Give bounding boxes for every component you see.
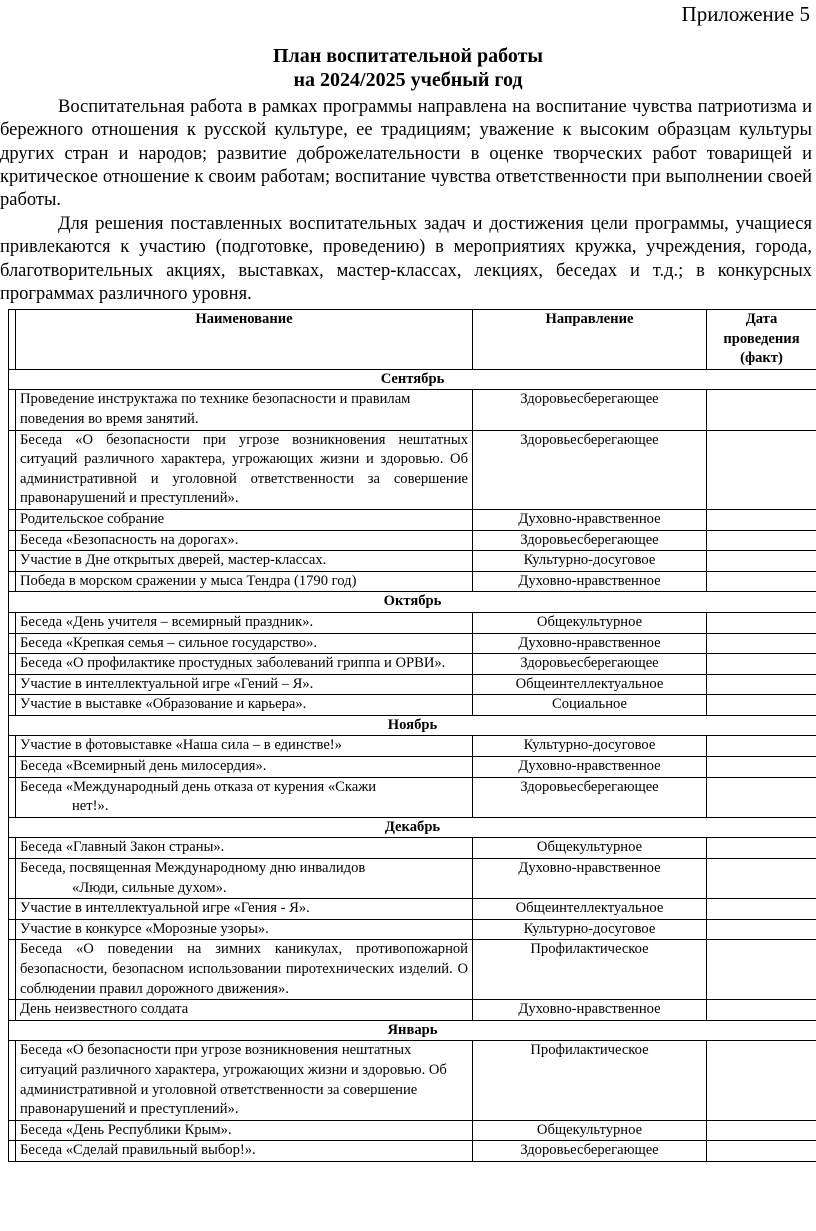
activity-name-cell: Беседа «Главный Закон страны».	[16, 838, 473, 859]
row-index-cell	[9, 1041, 16, 1120]
activity-name-continuation: нет!».	[72, 798, 109, 815]
row-index-cell	[9, 1141, 16, 1162]
table-row	[9, 612, 816, 633]
activity-date-cell	[707, 390, 816, 430]
row-index-cell	[9, 838, 16, 859]
activity-name-cell: Проведение инструктажа по технике безопасности и правилам поведения во время занятий.	[16, 390, 473, 430]
activity-name-cell: Участие в интеллектуальной игре «Гений – Я».	[16, 674, 473, 695]
table-row	[9, 838, 816, 859]
activity-name-cell: Участие в выставке «Образование и карьера».	[16, 695, 473, 716]
activity-date-cell	[707, 899, 816, 920]
activity-name-cell: Участие в Дне открытых дверей, мастер-классах.	[16, 551, 473, 572]
activity-direction-cell: Общекультурное	[473, 838, 707, 859]
table-row	[9, 551, 816, 572]
month-row	[9, 369, 816, 390]
activity-direction-cell: Здоровьесберегающее	[473, 430, 707, 509]
activity-direction-cell: Здоровьесберегающее	[473, 654, 707, 675]
row-index-cell	[9, 859, 16, 899]
activity-name-cell: Беседа «Безопасность на дорогах».	[16, 530, 473, 551]
table-row	[9, 633, 816, 654]
activity-date-cell	[707, 757, 816, 778]
table-row	[9, 859, 816, 899]
activity-date-cell	[707, 777, 816, 817]
activity-direction-cell: Здоровьесберегающее	[473, 390, 707, 430]
table-row	[9, 1041, 816, 1120]
table-row	[9, 1000, 816, 1021]
activity-date-cell	[707, 838, 816, 859]
month-row	[9, 817, 816, 838]
row-index-cell	[9, 777, 16, 817]
activity-name-cell: Беседа «О поведении на зимних каникулах, противопожарной безопасности, безопасном использовании пиротехнических изделий. О соблюдении правил дорожного движения».	[16, 940, 473, 1000]
activity-direction-cell: Здоровьесберегающее	[473, 1141, 707, 1162]
activity-direction-cell: Духовно-нравственное	[473, 571, 707, 592]
month-label: Январь	[9, 1020, 816, 1041]
table-row	[9, 430, 816, 509]
month-label: Сентябрь	[9, 369, 816, 390]
activity-name-cell: Беседа «О безопасности при угрозе возникновения нештатных ситуаций различного характера, угрожающих жизни и здоровью. Об административной и уголовной ответственности за совершение правонарушений и преступлений».	[16, 1041, 473, 1120]
row-index-cell	[9, 919, 16, 940]
activity-name: Беседа «Международный день отказа от курения «Скажи	[20, 778, 377, 795]
table-row	[9, 674, 816, 695]
table-row	[9, 919, 816, 940]
activity-date-cell	[707, 430, 816, 509]
activity-direction-cell: Культурно-досуговое	[473, 551, 707, 572]
activity-direction-cell: Духовно-нравственное	[473, 509, 707, 530]
row-index-cell	[9, 571, 16, 592]
table-row	[9, 1120, 816, 1141]
appendix-label: Приложение 5	[681, 2, 810, 26]
activity-date-cell	[707, 674, 816, 695]
table-row	[9, 757, 816, 778]
activity-name-cell: Беседа «День учителя – всемирный праздник».	[16, 612, 473, 633]
row-index-cell	[9, 674, 16, 695]
table-header-row	[9, 310, 816, 370]
header-name: Наименование	[16, 310, 473, 370]
activity-date-cell	[707, 919, 816, 940]
activity-date-cell	[707, 1141, 816, 1162]
activity-plan-table	[8, 309, 816, 1162]
header-direction: Направление	[473, 310, 707, 370]
activity-date-cell	[707, 859, 816, 899]
activity-name: Беседа, посвященная Международному дню инвалидов	[20, 860, 366, 877]
row-index-cell	[9, 899, 16, 920]
activity-direction-cell: Общеинтеллектуальное	[473, 899, 707, 920]
row-index-cell	[9, 530, 16, 551]
activity-direction-cell: Профилактическое	[473, 940, 707, 1000]
activity-date-cell	[707, 612, 816, 633]
activity-name-cell: Беседа «День Республики Крым».	[16, 1120, 473, 1141]
activity-direction-cell: Профилактическое	[473, 1041, 707, 1120]
table-row	[9, 530, 816, 551]
row-index-cell	[9, 757, 16, 778]
activity-name-continuation: «Люди, сильные духом».	[72, 879, 227, 896]
activity-direction-cell: Духовно-нравственное	[473, 757, 707, 778]
activity-date-cell	[707, 1000, 816, 1021]
activity-direction-cell: Культурно-досуговое	[473, 919, 707, 940]
document-title	[0, 44, 816, 92]
row-index-cell	[9, 430, 16, 509]
row-index-cell	[9, 509, 16, 530]
activity-name-cell: Участие в интеллектуальной игре «Гения - Я».	[16, 899, 473, 920]
row-index-cell	[9, 633, 16, 654]
activity-name-cell: Беседа «О безопасности при угрозе возникновения нештатных ситуаций различного характера, угрожающих жизни и здоровью. Об административной и уголовной ответственности за совершение правонарушений и преступлений».	[16, 430, 473, 509]
row-index-cell	[9, 551, 16, 572]
row-index-cell	[9, 940, 16, 1000]
activity-date-cell	[707, 695, 816, 716]
table-row	[9, 777, 816, 817]
activity-date-cell	[707, 1041, 816, 1120]
activity-direction-cell: Общеинтеллектуальное	[473, 674, 707, 695]
activity-name-cell: День неизвестного солдата	[16, 1000, 473, 1021]
activity-direction-cell: Социальное	[473, 695, 707, 716]
activity-direction-cell: Духовно-нравственное	[473, 859, 707, 899]
activity-direction-cell: Общекультурное	[473, 612, 707, 633]
activity-direction-cell: Духовно-нравственное	[473, 1000, 707, 1021]
activity-direction-cell: Здоровьесберегающее	[473, 777, 707, 817]
title-line-1: План воспитательной работы	[272, 45, 544, 67]
table-row	[9, 509, 816, 530]
intro-paragraph-2: Для решения поставленных воспитательных задач и достижения цели программы, учащиеся привлекаются к участию (подготовке, проведению) в мероприятиях кружка, учреждения, города, благотворительных акциях, выставках, мастер-классах, лекциях, беседах и т.д.; в конкурсных программах различного уровня.	[0, 214, 812, 304]
row-index-cell	[9, 1120, 16, 1141]
activity-name-cell: Участие в конкурсе «Морозные узоры».	[16, 919, 473, 940]
table-row	[9, 571, 816, 592]
activity-name-cell: Родительское собрание	[16, 509, 473, 530]
activity-date-cell	[707, 1120, 816, 1141]
activity-date-cell	[707, 530, 816, 551]
month-label: Декабрь	[9, 817, 816, 838]
header-index-cell	[9, 310, 16, 370]
row-index-cell	[9, 736, 16, 757]
row-index-cell	[9, 695, 16, 716]
header-date: Дата проведения (факт)	[707, 310, 816, 370]
table-row	[9, 1141, 816, 1162]
activity-name-cell	[16, 777, 473, 817]
table-row	[9, 736, 816, 757]
row-index-cell	[9, 654, 16, 675]
table-row	[9, 654, 816, 675]
row-index-cell	[9, 612, 16, 633]
table-row	[9, 695, 816, 716]
activity-direction-cell: Духовно-нравственное	[473, 633, 707, 654]
activity-name-cell: Беседа «Крепкая семья – сильное государство».	[16, 633, 473, 654]
activity-date-cell	[707, 633, 816, 654]
activity-date-cell	[707, 654, 816, 675]
activity-date-cell	[707, 736, 816, 757]
activity-date-cell	[707, 509, 816, 530]
activity-name-cell: Беседа «Сделай правильный выбор!».	[16, 1141, 473, 1162]
month-label: Октябрь	[9, 592, 816, 613]
activity-name-cell: Участие в фотовыставке «Наша сила – в единстве!»	[16, 736, 473, 757]
activity-name-cell: Победа в морском сражении у мыса Тендра (1790 год)	[16, 571, 473, 592]
table-row	[9, 899, 816, 920]
table-row	[9, 940, 816, 1000]
intro-paragraph-1: Воспитательная работа в рамках программы направлена на воспитание чувства патриотизма и бережного отношения к русской культуре, ее традициям; уважение к высоким образцам культуры других стран и народов; развитие доброжелательности в оценке творческих работ товарищей и критическое отношение к своим работам; воспитание чувства ответственности при выполнении своей работы.	[0, 97, 812, 211]
activity-date-cell	[707, 571, 816, 592]
month-row	[9, 715, 816, 736]
row-index-cell	[9, 390, 16, 430]
activity-date-cell	[707, 940, 816, 1000]
activity-direction-cell: Общекультурное	[473, 1120, 707, 1141]
activity-name-cell: Беседа «Всемирный день милосердия».	[16, 757, 473, 778]
activity-name-cell	[16, 859, 473, 899]
table-body	[9, 369, 816, 1161]
row-index-cell	[9, 1000, 16, 1021]
activity-direction-cell: Культурно-досуговое	[473, 736, 707, 757]
table-row	[9, 390, 816, 430]
title-line-2: на 2024/2025 учебный год	[293, 69, 523, 91]
month-row	[9, 592, 816, 613]
month-row	[9, 1020, 816, 1041]
activity-name-cell: Беседа «О профилактике простудных заболеваний гриппа и ОРВИ».	[16, 654, 473, 675]
activity-date-cell	[707, 551, 816, 572]
activity-direction-cell: Здоровьесберегающее	[473, 530, 707, 551]
month-label: Ноябрь	[9, 715, 816, 736]
